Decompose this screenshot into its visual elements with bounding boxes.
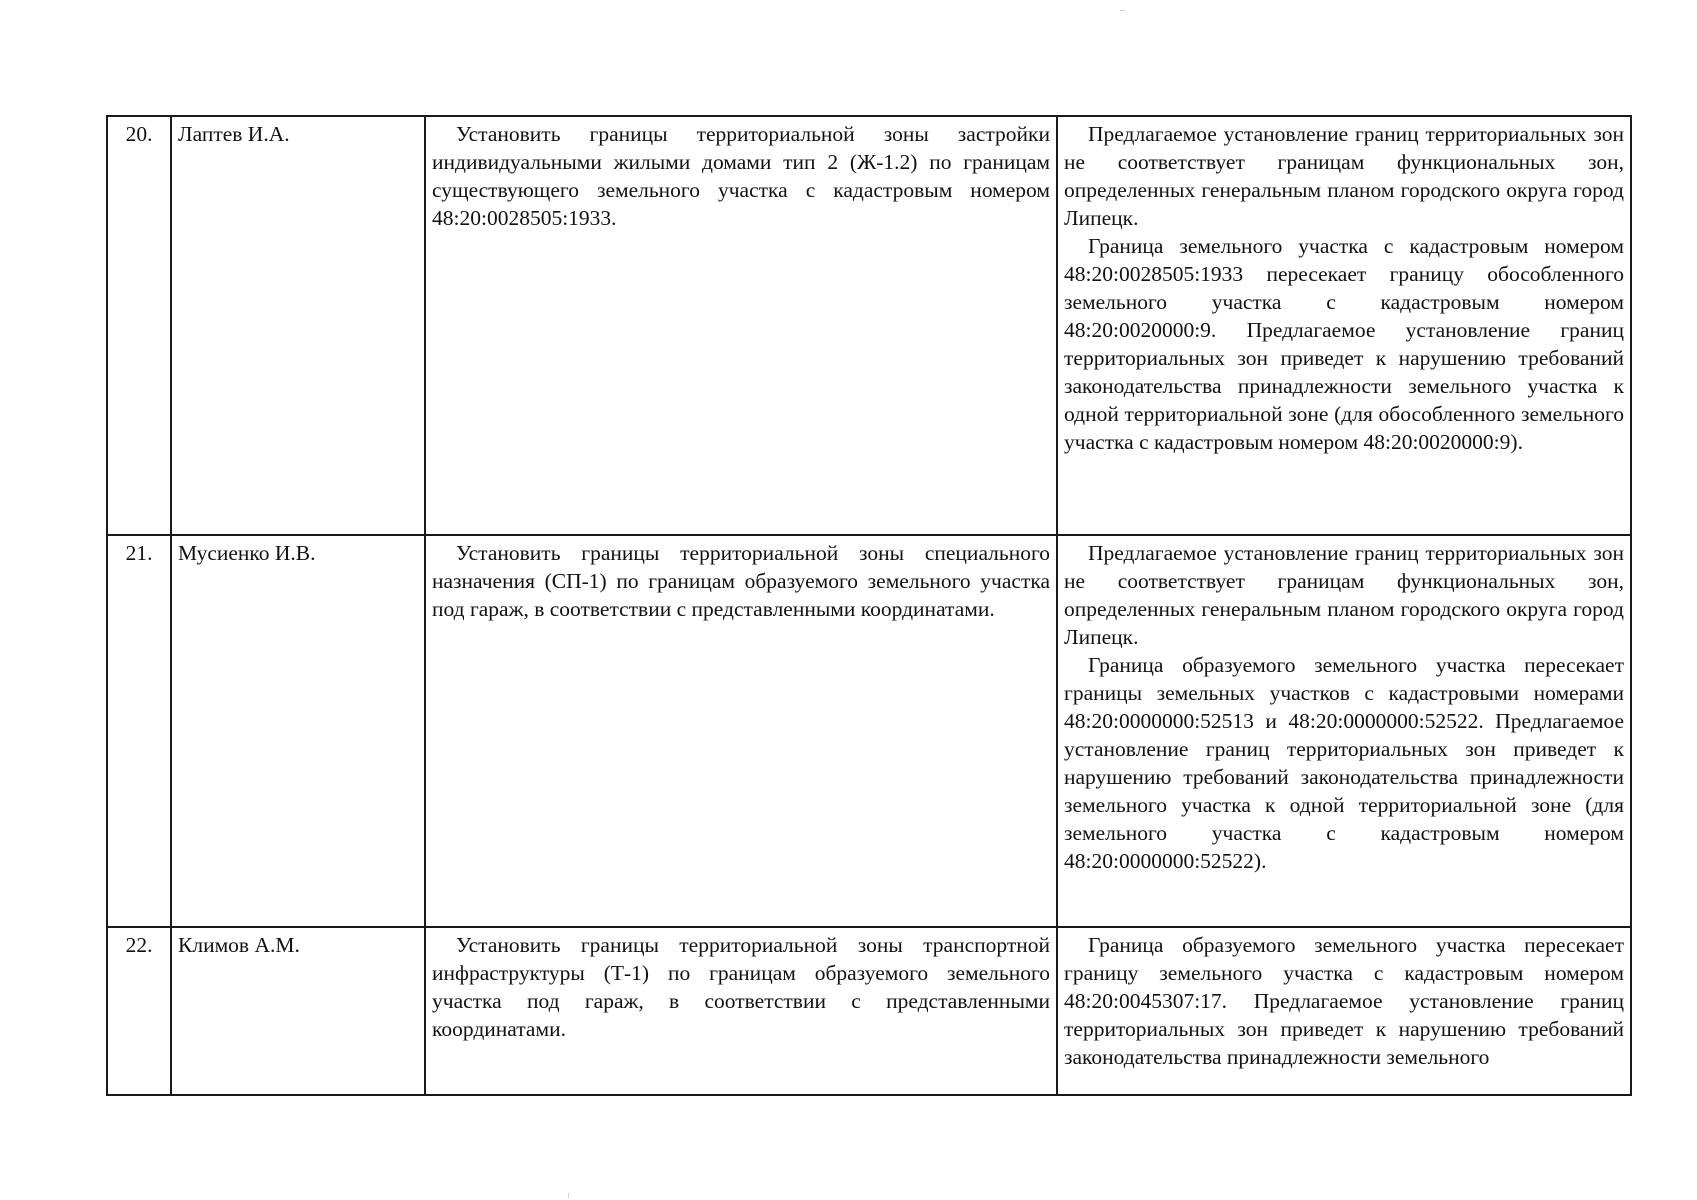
conclusion-cell (1057, 116, 1631, 535)
proposal-cell (425, 535, 1057, 927)
proposal-cell (425, 927, 1057, 1095)
applicant-name: Лаптев И.А. (171, 116, 425, 535)
conclusion-cell (1057, 535, 1631, 927)
applicant-name: Климов А.М. (171, 927, 425, 1095)
row-number: 20. (107, 116, 171, 535)
conclusion-paragraph: Предлагаемое установление границ территориальных зон не соответствует границам функциональных зон, определенных генеральным планом городского округа город Липецк. (1064, 541, 1624, 649)
conclusion-paragraph: Граница земельного участка с кадастровым номером 48:20:0028505:1933 пересекает границу обособленного земельного участка с кадастровым номером 48:20:0020000:9. Предлагаемое установление границ территориальных зон приведет к нарушению требований законодательства принадлежности земельного участка к одной территориальной зоне (для обособленного земельного участка с кадастровым номером 48:20:0020000:9). (1064, 234, 1624, 454)
proposal-text: Установить границы территориальной зоны застройки индивидуальными жилыми домами тип 2 (Ж-1.2) по границам существующего земельного участка с кадастровым номером 48:20:0028505:1933. (432, 122, 1050, 230)
scan-speck (568, 1193, 569, 1198)
proposal-cell (425, 116, 1057, 535)
table-row (107, 927, 1631, 1095)
table-row (107, 535, 1631, 927)
conclusion-paragraph: Предлагаемое установление границ территориальных зон не соответствует границам функциональных зон, определенных генеральным планом городского округа город Липецк. (1064, 122, 1624, 230)
row-number: 21. (107, 535, 171, 927)
applicant-name: Мусиенко И.В. (171, 535, 425, 927)
scan-speck (1120, 10, 1125, 11)
table-row (107, 116, 1631, 535)
conclusion-paragraph: Граница образуемого земельного участка пересекает границы земельных участков с кадастровыми номерами 48:20:0000000:52513 и 48:20:0000000:52522. Предлагаемое установление границ территориальных зон приведет к нарушению требований законодательства принадлежности земельного участка к одной территориальной зоне (для земельного участка с кадастровым номером 48:20:0000000:52522). (1064, 653, 1624, 873)
conclusion-cell (1057, 927, 1631, 1095)
proposals-table (106, 115, 1632, 1096)
proposal-text: Установить границы территориальной зоны специального назначения (СП-1) по границам образуемого земельного участка под гараж, в соответствии с представленными координатами. (432, 541, 1050, 621)
conclusion-paragraph: Граница образуемого земельного участка пересекает границу земельного участка с кадастровым номером 48:20:0045307:17. Предлагаемое установление границ территориальных зон приведет к нарушению требований законодательства принадлежности земельного (1064, 933, 1624, 1069)
row-number: 22. (107, 927, 171, 1095)
proposal-text: Установить границы территориальной зоны транспортной инфраструктуры (Т-1) по границам образуемого земельного участка под гараж, в соответствии с представленными координатами. (432, 933, 1050, 1041)
